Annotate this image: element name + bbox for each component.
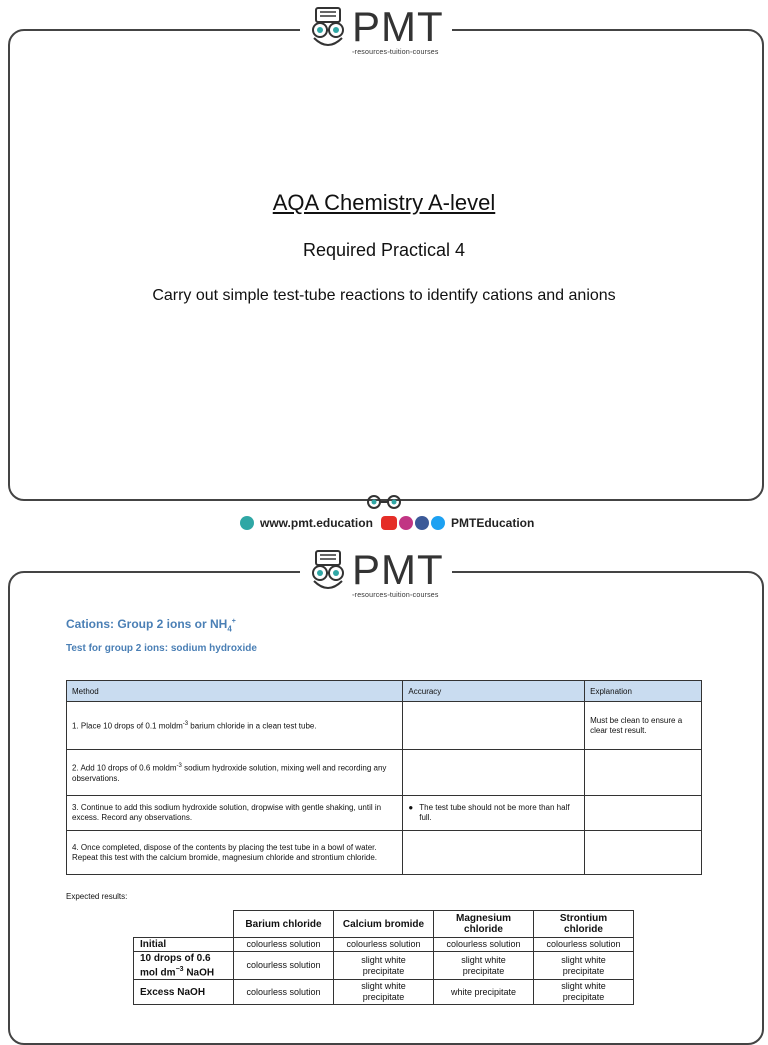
result-cell: white precipitate [434, 980, 534, 1005]
table-row [67, 831, 702, 875]
method-sup: -3 [176, 763, 182, 770]
method-sup: -3 [182, 721, 189, 728]
glasses-icon [362, 494, 406, 510]
result-cell: colourless solution [534, 938, 634, 952]
method-text-tail: sodium hydroxide solution, mixing well and recording any observations. [72, 763, 387, 783]
accuracy-cell [403, 796, 585, 831]
pmt-mascot-icon [308, 6, 348, 54]
table-row [134, 952, 634, 980]
row-header [134, 952, 234, 980]
method-cell [67, 750, 403, 796]
row-header-sup: −3 [175, 966, 184, 973]
section-heading [66, 617, 236, 633]
pmt-mascot-icon [308, 549, 348, 597]
method-table [66, 680, 702, 875]
result-cell: slight white precipitate [334, 980, 434, 1005]
pmt-logo [300, 3, 452, 56]
accuracy-cell [403, 750, 585, 796]
result-cell: slight white precipitate [434, 952, 534, 980]
column-header: Strontium chloride [534, 911, 634, 938]
bullet-icon: ● [408, 803, 414, 812]
page-subtitle: Required Practical 4 [302, 240, 466, 260]
table-row [67, 796, 702, 831]
row-header: Initial [134, 938, 234, 952]
row-header-text: 10 drops of 0.6 mol dm [140, 953, 211, 979]
method-table-header [67, 681, 702, 702]
column-header: Explanation [585, 681, 702, 702]
column-header: Barium chloride [234, 911, 334, 938]
explanation-cell: Must be clean to ensure a clear test result. [585, 702, 702, 750]
explanation-cell [585, 796, 702, 831]
result-cell: slight white precipitate [534, 952, 634, 980]
accuracy-cell [403, 831, 585, 875]
page-title: AQA Chemistry A-level [272, 190, 496, 215]
section-heading-text: Cations: Group 2 ions or NH [66, 617, 228, 631]
result-cell: slight white precipitate [334, 952, 434, 980]
result-cell: colourless solution [334, 938, 434, 952]
pointer-icon [240, 516, 254, 530]
results-header [134, 911, 634, 938]
logo-word: PMT [352, 546, 444, 593]
results-table [133, 910, 634, 1005]
explanation-cell [585, 750, 702, 796]
explanation-cell [585, 831, 702, 875]
twitter-icon[interactable] [431, 516, 445, 530]
column-header: Method [67, 681, 403, 702]
row-header: Excess NaOH [134, 980, 234, 1005]
accuracy-cell [403, 702, 585, 750]
method-text: 2. Add 10 drops of 0.6 moldm [72, 763, 177, 773]
blank-cell [134, 911, 234, 938]
heading-subscript: 4 [227, 624, 232, 634]
row-header-tail: NaOH [183, 967, 215, 979]
pmt-logo-2 [300, 546, 452, 599]
column-header: Magnesium chloride [434, 911, 534, 938]
website-link[interactable] [240, 516, 373, 530]
method-cell: 4. Once completed, dispose of the contents by placing the test tube in a bowl of water. Repeat this test with the calcium bromide, magnesium chloride and strontium chloride. [67, 831, 403, 875]
result-cell: colourless solution [234, 952, 334, 980]
social-handle: PMTEducation [451, 516, 535, 530]
table-row [134, 980, 634, 1005]
result-cell: colourless solution [234, 938, 334, 952]
table-row [67, 750, 702, 796]
method-text: 1. Place 10 drops of 0.1 moldm [72, 721, 183, 731]
practical-description: Carry out simple test-tube reactions to identify cations and anions [152, 287, 616, 304]
logo-tagline: ◦resources◦tuition◦courses [352, 49, 439, 56]
heading-superscript: + [231, 618, 236, 625]
logo-tagline: ◦resources◦tuition◦courses [352, 592, 439, 599]
website-text: www.pmt.education [260, 516, 373, 530]
section-subheading: Test for group 2 ions: sodium hydroxide [66, 643, 257, 654]
table-row [134, 938, 634, 952]
social-links[interactable] [381, 516, 534, 530]
result-cell: colourless solution [234, 980, 334, 1005]
result-cell: slight white precipitate [534, 980, 634, 1005]
facebook-icon[interactable] [415, 516, 429, 530]
table-row [67, 702, 702, 750]
accuracy-text: The test tube should not be more than half full. [419, 803, 570, 822]
method-cell: 3. Continue to add this sodium hydroxide solution, dropwise with gentle shaking, until in excess. Record any observations. [67, 796, 403, 831]
method-cell [67, 702, 403, 750]
instagram-icon[interactable] [399, 516, 413, 530]
column-header: Accuracy [403, 681, 585, 702]
result-cell: colourless solution [434, 938, 534, 952]
expected-results-label: Expected results: [66, 892, 128, 901]
column-header: Calcium bromide [334, 911, 434, 938]
method-text-tail: barium chloride in a clean test tube. [188, 721, 317, 731]
logo-word: PMT [352, 3, 444, 50]
page-frame-1 [8, 29, 764, 501]
youtube-icon[interactable] [381, 516, 397, 530]
